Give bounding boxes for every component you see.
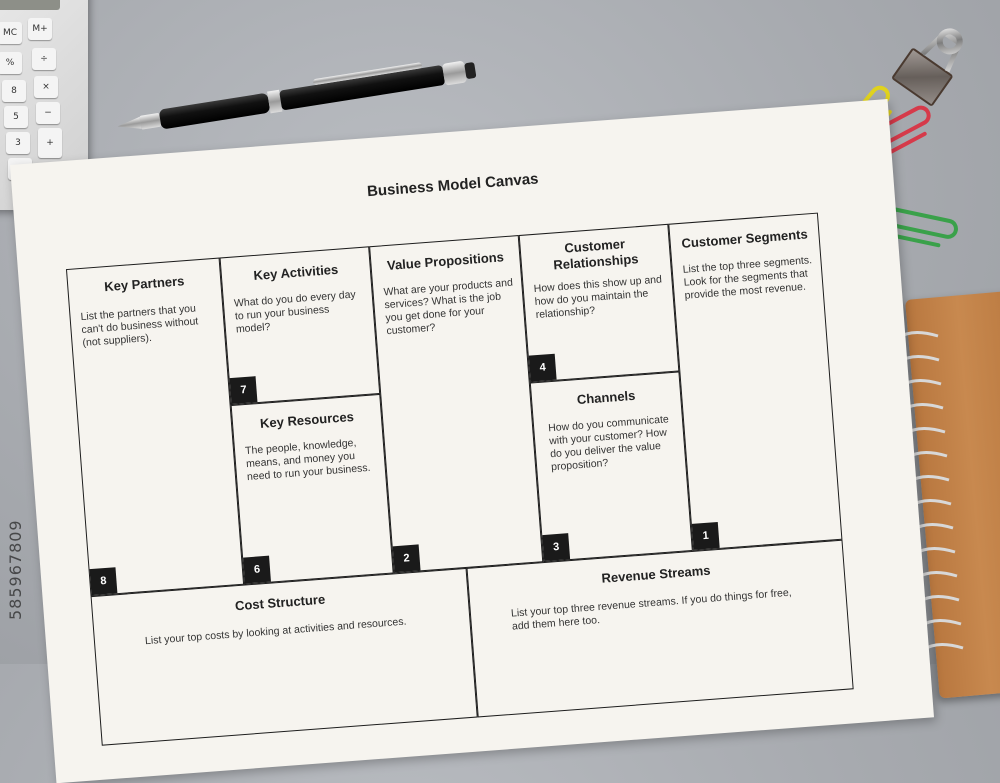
key-partners-text: List the partners that you can't do business without (not suppliers). [80,302,199,350]
customer-segments-box [668,213,842,551]
key-resources-text: The people, knowledge, means, and money you need to run your business. [244,436,371,484]
calc-key-5: 5 [4,106,28,128]
value-propositions-title: Value Propositions [386,249,505,273]
calculator-display [0,0,60,10]
customer-segments-title: Customer Segments [680,226,809,251]
key-partners-title: Key Partners [103,273,185,295]
key-resources-title: Key Resources [259,408,355,431]
key-activities-number-badge: 7 [230,376,258,404]
revenue-streams-text: List your top three revenue streams. If you do things for free, add them here too. [510,586,793,633]
key-partners-number-badge: 8 [90,567,118,595]
calc-key-minus: − [36,102,60,124]
cost-structure-box [91,568,478,746]
customer-segments-text: List the top three segments. Look for the segments that provide the most revenue. [682,254,813,302]
customer-segments-number-badge: 1 [692,522,720,550]
channels-box [530,371,693,562]
customer-relationships-text: How does this show up and how do you maintain the relationship? [533,273,663,321]
channels-text: How do you communicate with your customer? How do you deliver the value proposition? [547,413,670,474]
calc-key-mplus: M+ [28,18,52,40]
watermark-text: 585967809 [6,519,25,620]
channels-number-badge: 3 [542,533,570,561]
customer-relationships-box [519,224,680,383]
business-model-canvas-sheet [10,99,934,783]
stock-watermark-id [6,420,36,620]
canvas-title: Business Model Canvas [366,170,540,201]
customer-relationships-title: Customer Relationships [552,236,639,273]
cost-structure-title: Cost Structure [234,591,326,614]
revenue-streams-box [466,540,853,718]
key-activities-text: What do you do every day to run your business model? [233,288,357,336]
key-resources-box [231,394,394,585]
pen-icon [110,60,485,130]
value-propositions-box [369,235,543,573]
calc-key-mc: MC [0,22,22,44]
key-resources-number-badge: 6 [243,556,271,584]
revenue-streams-title: Revenue Streams [601,562,711,586]
calc-key-divide: ÷ [32,48,56,70]
calc-key-8: 8 [2,80,26,102]
calc-key-3: 3 [6,132,30,154]
key-activities-box [220,246,381,405]
calc-key-multiply: × [34,76,58,98]
channels-title: Channels [576,387,636,408]
key-activities-title: Key Activities [253,261,339,284]
value-propositions-text: What are your products and services? What is the job you get done for your customer? [383,276,514,338]
customer-relationships-number-badge: 4 [529,354,557,382]
calc-key-percent: % [0,52,22,74]
value-propositions-number-badge: 2 [393,544,421,572]
cost-structure-text: List your top costs by looking at activities and resources. [144,615,407,648]
key-partners-box [66,258,244,597]
calc-key-plus: + [38,128,62,158]
